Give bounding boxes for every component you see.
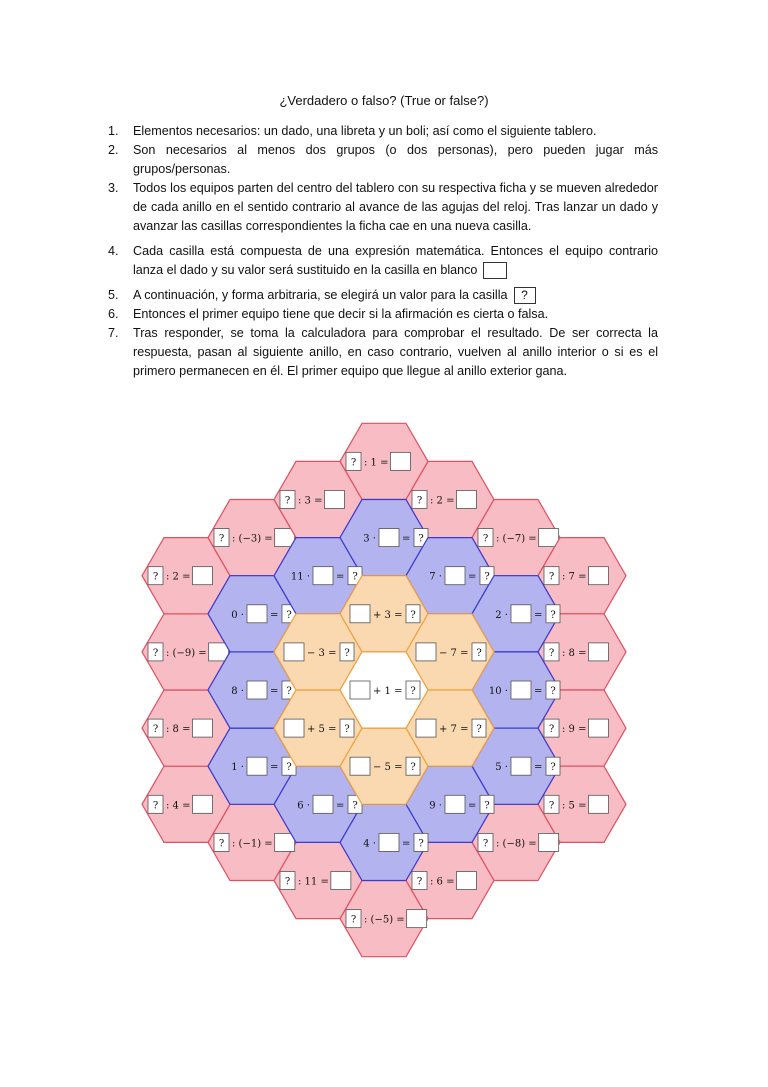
instruction-item <box>108 242 658 280</box>
item-number: 2. <box>108 143 119 157</box>
blank-box-icon <box>483 262 507 279</box>
question-mark: ? <box>152 724 159 736</box>
blank-box <box>588 567 608 585</box>
item-text: Son necesarios al menos dos grupos (o dos personas), pero pueden jugar más grupos/personas. <box>133 143 658 176</box>
cell-expression: + 1 = <box>373 686 403 697</box>
question-mark: ? <box>482 838 489 850</box>
cell-expression: : 4 = <box>166 800 191 812</box>
blank-box <box>539 529 559 547</box>
cell-expression: : (−5) = <box>364 914 405 926</box>
cell-expression: : (−3) = <box>232 533 273 545</box>
cell-expression: = <box>534 686 543 697</box>
instruction-item <box>108 324 658 381</box>
question-mark: ? <box>284 876 291 888</box>
blank-box <box>247 605 267 623</box>
cell-expression: = <box>270 609 279 621</box>
cell-expression: = <box>402 838 411 850</box>
cell-expression: : 8 = <box>166 724 191 736</box>
cell-expression: 5 · <box>495 762 508 774</box>
item-number: 3. <box>108 181 119 195</box>
blank-box <box>379 529 399 547</box>
cell-expression: : 11 = <box>298 876 329 888</box>
blank-box <box>445 567 465 585</box>
blank-box <box>192 567 212 585</box>
item-number: 1. <box>108 124 119 138</box>
question-mark: ? <box>476 724 482 736</box>
question-mark: ? <box>152 800 159 812</box>
cell-expression: : 1 = <box>364 457 389 469</box>
blank-box <box>324 490 344 508</box>
item-text: Entonces el primer equipo tiene que decir si la afirmación es cierta o falsa. <box>133 307 549 321</box>
question-mark: ? <box>476 647 482 659</box>
question-mark: ? <box>286 762 292 774</box>
question-mark: ? <box>550 609 556 621</box>
blank-box <box>350 757 370 775</box>
question-mark: ? <box>152 647 159 659</box>
question-mark: ? <box>418 533 424 545</box>
blank-box <box>313 567 333 585</box>
cell-expression: 1 · <box>231 762 244 774</box>
question-mark: ? <box>410 686 416 697</box>
blank-box <box>511 605 531 623</box>
blank-box <box>456 872 476 890</box>
question-mark: ? <box>416 876 423 888</box>
instruction-item <box>108 179 658 236</box>
blank-box <box>407 910 427 928</box>
item-text: Tras responder, se toma la calculadora para comprobar el resultado. De ser correcta la respuesta, pasan al siguiente anillo, en caso contrario, vuelven al anillo interior o si es el primero permanecen en él. El primer equipo que llegue al anillo exterior gana. <box>133 326 658 378</box>
cell-expression: 10 · <box>488 686 508 697</box>
cell-expression: : 8 = <box>562 647 587 659</box>
blank-box <box>416 719 436 737</box>
cell-expression: : (−7) = <box>496 533 537 545</box>
item-text: Elementos necesarios: un dado, una libreta y un boli; así como el siguiente tablero. <box>133 124 597 138</box>
blank-box <box>588 643 608 661</box>
question-mark: ? <box>548 800 555 812</box>
question-mark: ? <box>350 457 357 469</box>
cell-expression: 11 · <box>290 571 310 583</box>
instruction-item <box>108 286 658 305</box>
blank-box <box>313 795 333 813</box>
question-mark: ? <box>410 609 416 621</box>
blank-box <box>390 452 410 470</box>
blank-box <box>416 643 436 661</box>
blank-box <box>209 643 229 661</box>
instruction-list <box>108 122 658 381</box>
question-mark: ? <box>152 571 159 583</box>
cell-expression: : (−8) = <box>496 838 537 850</box>
cell-expression: = <box>468 800 477 812</box>
cell-expression: : (−1) = <box>232 838 273 850</box>
blank-box <box>456 490 476 508</box>
item-number: 5. <box>108 288 119 302</box>
cell-expression: 0 · <box>231 609 244 621</box>
blank-box <box>247 681 267 699</box>
question-mark: ? <box>286 609 292 621</box>
blank-box <box>445 795 465 813</box>
blank-box <box>588 795 608 813</box>
question-mark: ? <box>350 914 357 926</box>
cell-expression: 9 · <box>429 800 442 812</box>
cell-expression: : 6 = <box>430 876 455 888</box>
item-text <box>133 286 658 305</box>
blank-box <box>511 681 531 699</box>
question-mark: ? <box>286 686 292 697</box>
cell-expression: = <box>468 571 477 583</box>
item-text-content: A continuación, y forma arbitraria, se elegirá un valor para la casilla <box>133 288 508 302</box>
blank-box <box>275 833 295 851</box>
instruction-item <box>108 122 658 141</box>
blank-box <box>192 719 212 737</box>
item-number: 7. <box>108 326 119 340</box>
page-title: ¿Verdadero o falso? (True or false?) <box>279 93 489 108</box>
blank-box <box>379 833 399 851</box>
item-text-content: Cada casilla está compuesta de una expresión matemática. Entonces el equipo contrario lanza el dado y su valor será sustituido en la casilla en blanco <box>133 244 658 277</box>
cell-expression: = <box>270 686 279 697</box>
cell-expression: = <box>402 533 411 545</box>
question-mark: ? <box>548 571 555 583</box>
blank-box <box>247 757 267 775</box>
question-mark: ? <box>410 762 416 774</box>
blank-box <box>539 833 559 851</box>
cell-expression: 7 · <box>429 571 442 583</box>
question-mark: ? <box>284 495 291 507</box>
cell-expression: = <box>336 800 345 812</box>
cell-expression: + 5 = <box>307 724 337 736</box>
blank-box <box>275 529 295 547</box>
instruction-item <box>108 141 658 179</box>
cell-expression: = <box>534 762 543 774</box>
cell-expression: 6 · <box>297 800 310 812</box>
blank-box <box>588 719 608 737</box>
question-mark: ? <box>484 800 490 812</box>
question-mark: ? <box>344 724 350 736</box>
cell-expression: : 2 = <box>166 571 191 583</box>
item-text: Todos los equipos parten del centro del tablero con su respectiva ficha y se mueven alrededor de cada anillo en el sentido contrario al avance de las agujas del reloj. Tras lanzar un dado y avanzar las casillas correspondientes la ficha cae en una nueva casilla. <box>133 181 658 233</box>
question-mark: ? <box>484 571 490 583</box>
cell-expression: + 7 = <box>439 724 469 736</box>
question-mark: ? <box>352 800 358 812</box>
instruction-item <box>108 305 658 324</box>
cell-expression: − 7 = <box>439 647 469 659</box>
blank-box <box>511 757 531 775</box>
question-box-icon: ? <box>514 287 536 304</box>
cell-expression: − 3 = <box>307 647 337 659</box>
cell-expression: + 3 = <box>373 609 403 621</box>
question-mark: ? <box>548 724 555 736</box>
cell-expression: : 2 = <box>430 495 455 507</box>
blank-box <box>192 795 212 813</box>
cell-expression: 3 · <box>363 533 376 545</box>
blank-box <box>331 872 351 890</box>
cell-expression: = <box>270 762 279 774</box>
question-mark: ? <box>416 495 423 507</box>
question-mark: ? <box>218 533 225 545</box>
cell-expression: : 7 = <box>562 571 587 583</box>
item-number: 4. <box>108 244 119 258</box>
cell-expression: − 5 = <box>373 762 403 774</box>
item-number: 6. <box>108 307 119 321</box>
cell-expression: : (−9) = <box>166 647 207 659</box>
question-mark: ? <box>482 533 489 545</box>
blank-box <box>284 643 304 661</box>
question-mark: ? <box>218 838 225 850</box>
cell-expression: : 3 = <box>298 495 323 507</box>
cell-expression: 2 · <box>495 609 508 621</box>
hexagon-game-board <box>0 410 768 970</box>
item-text <box>133 242 658 280</box>
question-mark: ? <box>550 686 556 697</box>
blank-box <box>284 719 304 737</box>
question-mark: ? <box>550 762 556 774</box>
cell-expression: 8 · <box>231 686 244 697</box>
cell-expression: 4 · <box>363 838 376 850</box>
question-mark: ? <box>344 647 350 659</box>
cell-expression: = <box>534 609 543 621</box>
blank-box <box>350 681 370 699</box>
blank-box <box>350 605 370 623</box>
question-mark: ? <box>548 647 555 659</box>
question-mark: ? <box>418 838 424 850</box>
cell-expression: = <box>336 571 345 583</box>
question-mark: ? <box>352 571 358 583</box>
cell-expression: : 5 = <box>562 800 587 812</box>
cell-expression: : 9 = <box>562 724 587 736</box>
